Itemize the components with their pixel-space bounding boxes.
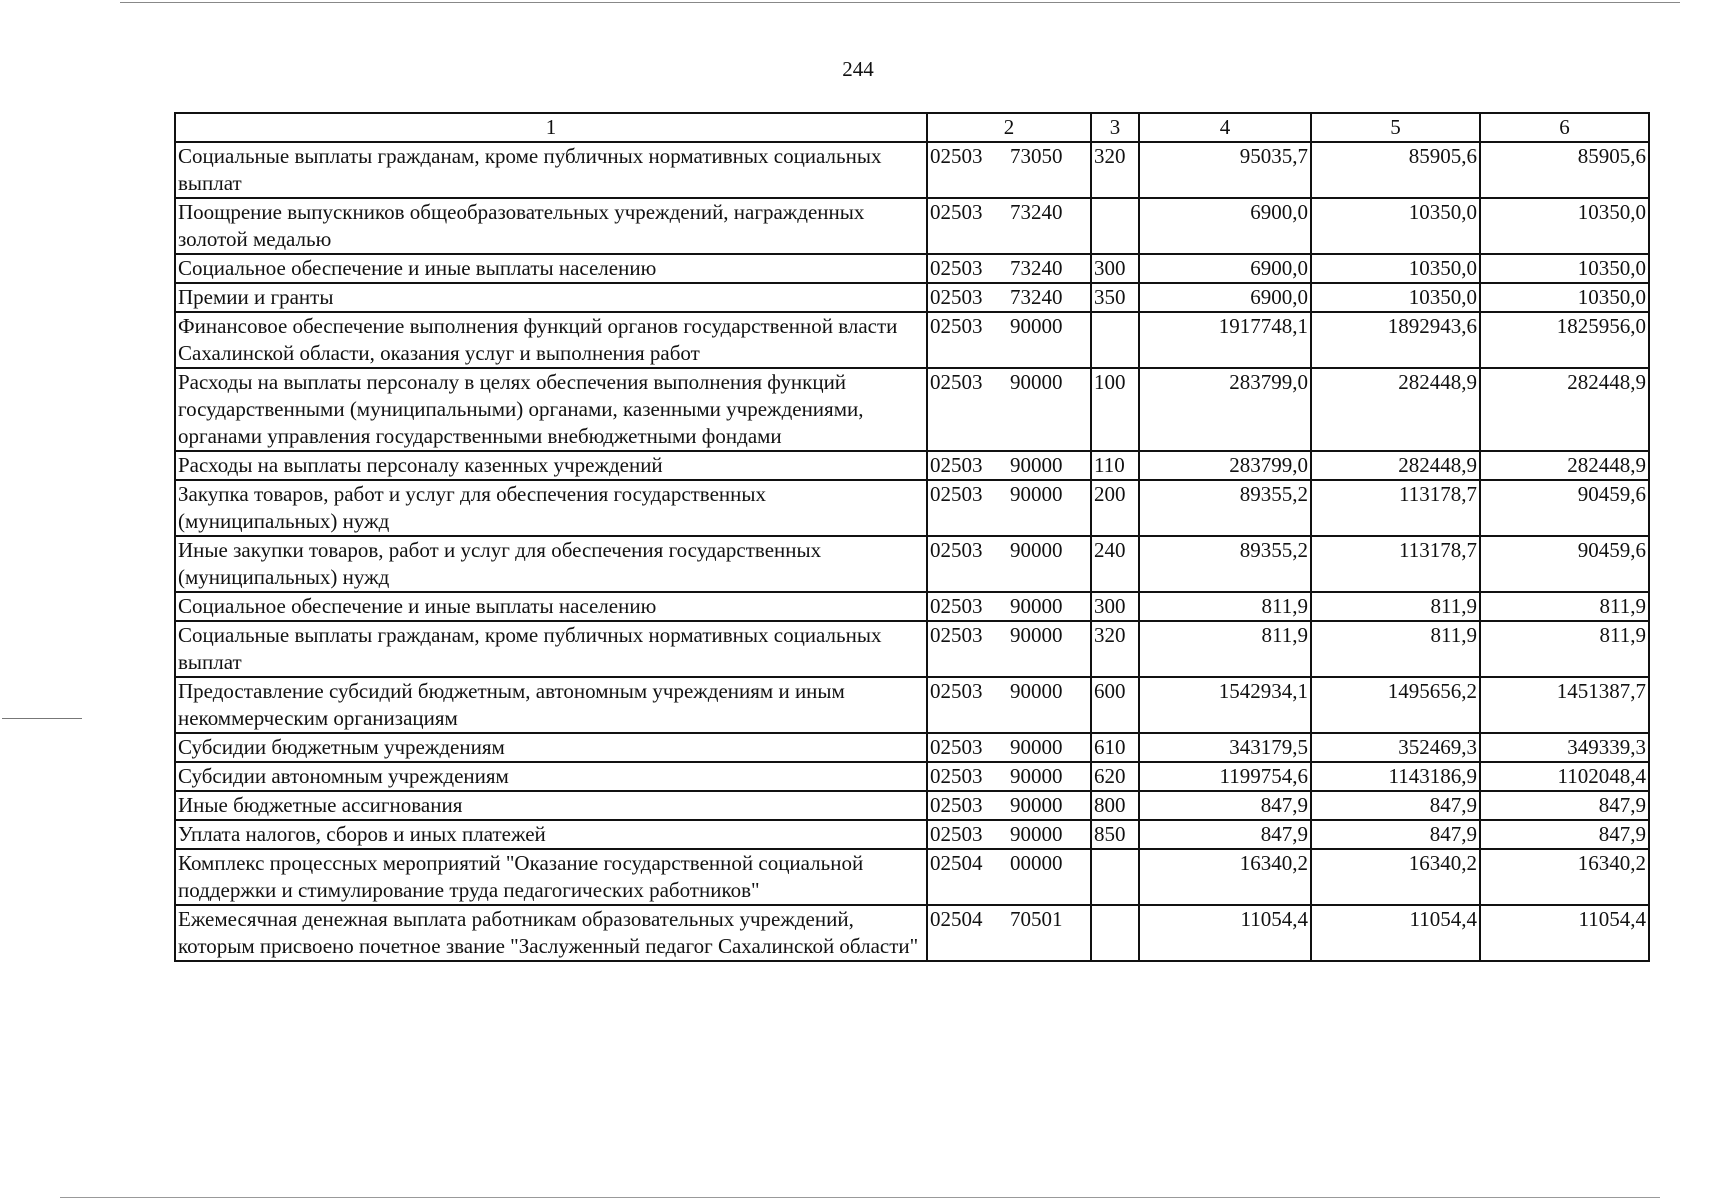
- program-code: 02503: [930, 793, 983, 817]
- row-expense-type: [1091, 312, 1139, 368]
- row-target-code: [927, 451, 1091, 480]
- row-value-4: 847,9: [1139, 791, 1311, 820]
- row-target-code: [927, 592, 1091, 621]
- row-target-code: [927, 142, 1091, 198]
- direction-code: 90000: [1010, 314, 1063, 338]
- row-expense-type: [1091, 905, 1139, 961]
- row-value-6: 90459,6: [1480, 536, 1649, 592]
- row-value-5: 113178,7: [1311, 536, 1480, 592]
- header-col-5: 5: [1311, 113, 1480, 142]
- program-code: 02503: [930, 314, 983, 338]
- program-code: 02503: [930, 594, 983, 618]
- scan-artifact-left: [2, 718, 82, 719]
- row-name: Поощрение выпускников общеобразовательных учреждений, награжденных золотой медалью: [175, 198, 927, 254]
- row-expense-type: 320: [1091, 621, 1139, 677]
- table-row: [175, 762, 1649, 791]
- row-value-4: 1542934,1: [1139, 677, 1311, 733]
- row-value-6: 811,9: [1480, 621, 1649, 677]
- row-value-4: 6900,0: [1139, 198, 1311, 254]
- row-value-6: 811,9: [1480, 592, 1649, 621]
- row-value-4: 847,9: [1139, 820, 1311, 849]
- row-value-5: 282448,9: [1311, 368, 1480, 451]
- program-code: 02503: [930, 482, 983, 506]
- table-header: [175, 113, 1649, 142]
- row-value-4: 283799,0: [1139, 368, 1311, 451]
- row-name: Социальные выплаты гражданам, кроме публичных нормативных социальных выплат: [175, 621, 927, 677]
- table-row: [175, 733, 1649, 762]
- row-name: Ежемесячная денежная выплата работникам образовательных учреждений, которым присвоено почетное звание "Заслуженный педагог Сахалинской области": [175, 905, 927, 961]
- header-row: [175, 113, 1649, 142]
- row-value-5: 10350,0: [1311, 283, 1480, 312]
- direction-code: 90000: [1010, 538, 1063, 562]
- row-value-6: 1825956,0: [1480, 312, 1649, 368]
- table-row: [175, 820, 1649, 849]
- row-expense-type: 600: [1091, 677, 1139, 733]
- program-code: 02503: [930, 623, 983, 647]
- program-code: 02503: [930, 453, 983, 477]
- program-code: 02504: [930, 907, 983, 931]
- row-name: Субсидии бюджетным учреждениям: [175, 733, 927, 762]
- row-value-4: 16340,2: [1139, 849, 1311, 905]
- program-code: 02503: [930, 200, 983, 224]
- row-name: Социальные выплаты гражданам, кроме публичных нормативных социальных выплат: [175, 142, 927, 198]
- direction-code: 90000: [1010, 735, 1063, 759]
- table-row: [175, 198, 1649, 254]
- header-col-3: 3: [1091, 113, 1139, 142]
- row-expense-type: 320: [1091, 142, 1139, 198]
- scan-artifact-bottom: [60, 1197, 1660, 1198]
- direction-code: 73240: [1010, 285, 1063, 309]
- row-target-code: [927, 312, 1091, 368]
- row-value-5: 10350,0: [1311, 198, 1480, 254]
- row-target-code: [927, 283, 1091, 312]
- row-value-5: 847,9: [1311, 820, 1480, 849]
- row-target-code: [927, 198, 1091, 254]
- table-row: [175, 536, 1649, 592]
- row-value-4: 6900,0: [1139, 254, 1311, 283]
- program-code: 02503: [930, 735, 983, 759]
- row-name: Субсидии автономным учреждениям: [175, 762, 927, 791]
- direction-code: 90000: [1010, 453, 1063, 477]
- row-expense-type: 110: [1091, 451, 1139, 480]
- row-value-6: 16340,2: [1480, 849, 1649, 905]
- row-value-5: 811,9: [1311, 592, 1480, 621]
- table-row: [175, 312, 1649, 368]
- table-row: [175, 142, 1649, 198]
- row-value-6: 349339,3: [1480, 733, 1649, 762]
- row-target-code: [927, 368, 1091, 451]
- row-name: Иные бюджетные ассигнования: [175, 791, 927, 820]
- row-name: Уплата налогов, сборов и иных платежей: [175, 820, 927, 849]
- row-value-6: 10350,0: [1480, 254, 1649, 283]
- row-value-6: 282448,9: [1480, 368, 1649, 451]
- row-target-code: [927, 254, 1091, 283]
- row-value-6: 847,9: [1480, 791, 1649, 820]
- row-name: Социальное обеспечение и иные выплаты населению: [175, 254, 927, 283]
- row-name: Социальное обеспечение и иные выплаты населению: [175, 592, 927, 621]
- row-value-4: 283799,0: [1139, 451, 1311, 480]
- row-expense-type: 350: [1091, 283, 1139, 312]
- direction-code: 73050: [1010, 144, 1063, 168]
- program-code: 02503: [930, 679, 983, 703]
- row-value-4: 89355,2: [1139, 480, 1311, 536]
- row-value-4: 11054,4: [1139, 905, 1311, 961]
- row-value-6: 1451387,7: [1480, 677, 1649, 733]
- row-value-5: 85905,6: [1311, 142, 1480, 198]
- header-col-2: 2: [927, 113, 1091, 142]
- row-target-code: [927, 621, 1091, 677]
- table-row: [175, 254, 1649, 283]
- program-code: 02503: [930, 256, 983, 280]
- row-value-4: 343179,5: [1139, 733, 1311, 762]
- row-value-6: 10350,0: [1480, 283, 1649, 312]
- header-col-1: 1: [175, 113, 927, 142]
- direction-code: 73240: [1010, 200, 1063, 224]
- row-value-5: 1495656,2: [1311, 677, 1480, 733]
- table-row: [175, 480, 1649, 536]
- row-target-code: [927, 677, 1091, 733]
- table-row: [175, 451, 1649, 480]
- direction-code: 73240: [1010, 256, 1063, 280]
- row-value-4: 89355,2: [1139, 536, 1311, 592]
- row-value-4: 1199754,6: [1139, 762, 1311, 791]
- row-value-4: 95035,7: [1139, 142, 1311, 198]
- direction-code: 90000: [1010, 679, 1063, 703]
- direction-code: 90000: [1010, 764, 1063, 788]
- row-value-5: 10350,0: [1311, 254, 1480, 283]
- row-value-5: 16340,2: [1311, 849, 1480, 905]
- page-number: 244: [842, 57, 874, 81]
- table-row: [175, 283, 1649, 312]
- row-value-5: 1892943,6: [1311, 312, 1480, 368]
- row-target-code: [927, 820, 1091, 849]
- row-expense-type: 200: [1091, 480, 1139, 536]
- row-expense-type: 300: [1091, 592, 1139, 621]
- direction-code: 90000: [1010, 482, 1063, 506]
- row-expense-type: [1091, 198, 1139, 254]
- row-value-4: 811,9: [1139, 592, 1311, 621]
- program-code: 02503: [930, 285, 983, 309]
- row-expense-type: 800: [1091, 791, 1139, 820]
- row-value-6: 847,9: [1480, 820, 1649, 849]
- row-name: Комплекс процессных мероприятий "Оказание государственной социальной поддержки и стимулирование труда педагогических работников": [175, 849, 927, 905]
- table-row: [175, 592, 1649, 621]
- row-value-6: 282448,9: [1480, 451, 1649, 480]
- row-value-4: 1917748,1: [1139, 312, 1311, 368]
- row-target-code: [927, 849, 1091, 905]
- row-value-4: 811,9: [1139, 621, 1311, 677]
- table-body: [175, 142, 1649, 961]
- program-code: 02503: [930, 538, 983, 562]
- row-expense-type: 610: [1091, 733, 1139, 762]
- row-expense-type: 300: [1091, 254, 1139, 283]
- direction-code: 90000: [1010, 793, 1063, 817]
- row-name: Иные закупки товаров, работ и услуг для обеспечения государственных (муниципальных) нужд: [175, 536, 927, 592]
- program-code: 02503: [930, 764, 983, 788]
- program-code: 02504: [930, 851, 983, 875]
- row-value-5: 811,9: [1311, 621, 1480, 677]
- row-value-6: 11054,4: [1480, 905, 1649, 961]
- row-expense-type: [1091, 849, 1139, 905]
- program-code: 02503: [930, 370, 983, 394]
- row-name: Закупка товаров, работ и услуг для обеспечения государственных (муниципальных) нужд: [175, 480, 927, 536]
- direction-code: 90000: [1010, 370, 1063, 394]
- row-target-code: [927, 762, 1091, 791]
- direction-code: 00000: [1010, 851, 1063, 875]
- table-row: [175, 791, 1649, 820]
- row-target-code: [927, 733, 1091, 762]
- row-value-4: 6900,0: [1139, 283, 1311, 312]
- row-value-6: 1102048,4: [1480, 762, 1649, 791]
- direction-code: 90000: [1010, 594, 1063, 618]
- row-value-5: 847,9: [1311, 791, 1480, 820]
- row-value-5: 352469,3: [1311, 733, 1480, 762]
- row-target-code: [927, 480, 1091, 536]
- row-expense-type: 240: [1091, 536, 1139, 592]
- row-name: Финансовое обеспечение выполнения функций органов государственной власти Сахалинской области, оказания услуг и выполнения работ: [175, 312, 927, 368]
- row-target-code: [927, 905, 1091, 961]
- direction-code: 90000: [1010, 623, 1063, 647]
- row-value-5: 113178,7: [1311, 480, 1480, 536]
- row-value-5: 11054,4: [1311, 905, 1480, 961]
- table-row: [175, 621, 1649, 677]
- row-value-5: 282448,9: [1311, 451, 1480, 480]
- table-row: [175, 368, 1649, 451]
- header-col-6: 6: [1480, 113, 1649, 142]
- table-row: [175, 677, 1649, 733]
- row-value-6: 10350,0: [1480, 198, 1649, 254]
- table-row: [175, 849, 1649, 905]
- program-code: 02503: [930, 822, 983, 846]
- row-target-code: [927, 536, 1091, 592]
- row-value-6: 85905,6: [1480, 142, 1649, 198]
- row-name: Предоставление субсидий бюджетным, автономным учреждениям и иным некоммерческим организациям: [175, 677, 927, 733]
- row-target-code: [927, 791, 1091, 820]
- row-expense-type: 620: [1091, 762, 1139, 791]
- row-expense-type: 850: [1091, 820, 1139, 849]
- scan-artifact-top: [120, 2, 1680, 3]
- row-value-5: 1143186,9: [1311, 762, 1480, 791]
- direction-code: 70501: [1010, 907, 1063, 931]
- row-value-6: 90459,6: [1480, 480, 1649, 536]
- direction-code: 90000: [1010, 822, 1063, 846]
- budget-table: [174, 112, 1650, 962]
- program-code: 02503: [930, 144, 983, 168]
- row-name: Премии и гранты: [175, 283, 927, 312]
- row-name: Расходы на выплаты персоналу в целях обеспечения выполнения функций государственными (муниципальными) органами, казенными учреждениями, органами управления государственными внебюджетными фондами: [175, 368, 927, 451]
- table-row: [175, 905, 1649, 961]
- row-expense-type: 100: [1091, 368, 1139, 451]
- header-col-4: 4: [1139, 113, 1311, 142]
- row-name: Расходы на выплаты персоналу казенных учреждений: [175, 451, 927, 480]
